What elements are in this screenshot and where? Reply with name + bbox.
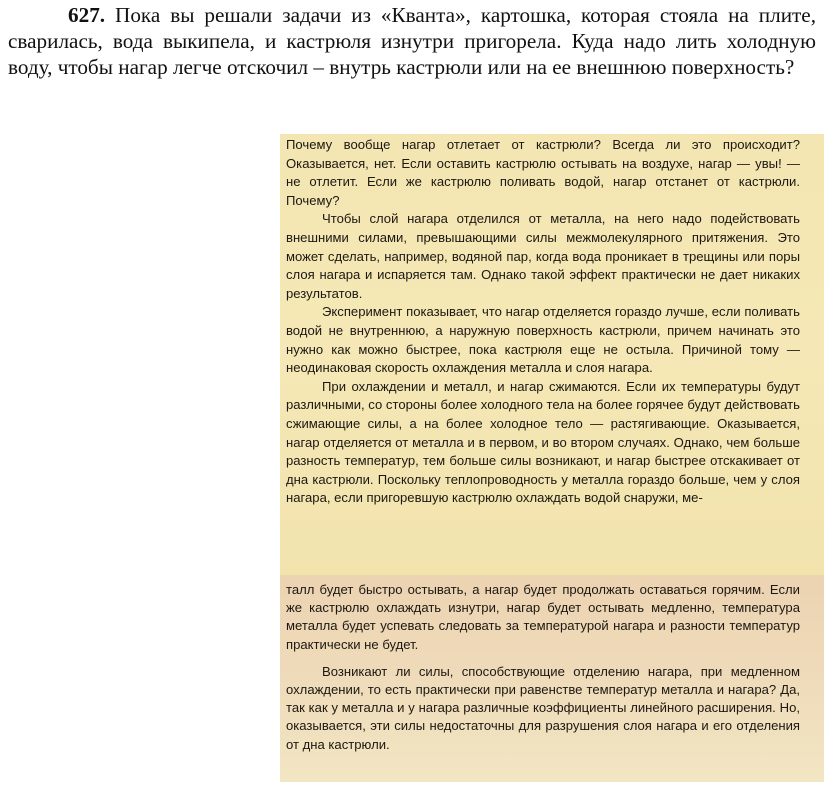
answer-paragraph-1: Почему вообще нагар отлетает от кастрюли? Всегда ли это происходит? Оказывается, нет. Если оставить кастрюлю остывать на воздухе, нагар — увы! — не отлетит. Если же кастрюлю поливать водой, нагар отстанет от кастрюли. Почему? [286, 137, 800, 208]
answer-paragraph-3: Эксперимент показывает, что нагар отделяется гораздо лучше, если поливать водой не внутреннюю, а наружную поверхность кастрюли, причем начинать это нужно как можно быстрее, пока кастрюля еще не остыла. Причиной тому — неодинаковая скорость охлаждения металла и слоя нагара. [286, 304, 800, 376]
answer-column-2 [286, 581, 800, 754]
answer-column-1 [286, 136, 800, 508]
answer-scan-part-1 [280, 134, 824, 575]
answer-paragraph-6: Возникают ли силы, способствующие отделению нагара, при медленном охлаждении, то есть практически при равенстве температур металла и нагара? Да, так как у металла и у нагара различные коэффициенты линейного расширения. Но, оказывается, эти силы недостаточны для разрушения слоя нагара и его отделения от дна кастрюли. [286, 663, 800, 752]
answer-scan [280, 134, 824, 782]
problem-statement [8, 2, 816, 80]
answer-paragraph-5: талл будет быстро остывать, а нагар будет продолжать оставаться горячим. Если же кастрюлю охлаждать изнутри, нагар будет остывать медленно, температура металла будет успевать следовать за температурой нагара и разности температур практически не будет. [286, 582, 800, 652]
answer-paragraph-4: При охлаждении и металл, и нагар сжимаются. Если их температуры будут различными, со стороны более холодного тела на более горячее будут действовать сжимающие силы, а на более холодное тело — растягивающие. Оказывается, нагар отделяется от металла и в первом, и во втором случаях. Однако, чем больше разность температур, тем больше силы возникают, и нагар быстрее отскакивает от дна кастрюли. Поскольку теплопроводность у металла гораздо больше, чем у слоя нагара, если пригоревшую кастрюлю охлаждать водой снаружи, ме- [286, 378, 800, 506]
answer-scan-part-2 [280, 575, 824, 782]
problem-text: Пока вы решали задачи из «Кванта», картошка, которая стояла на плите, сварилась, вода выкипела, и кастрюля изнутри пригорела. Куда надо лить холодную воду, чтобы нагар легче отскочил – внутрь кастрюли или на ее внешнюю поверхность? [8, 3, 816, 79]
problem-number: 627. [68, 3, 106, 27]
answer-paragraph-2: Чтобы слой нагара отделился от металла, на него надо подействовать внешними силами, превышающими силы межмолекулярного притяжения. Это может сделать, например, водяной пар, когда вода проникает в трещины или поры слоя нагара и испаряется там. Однако такой эффект практически не дает никаких результатов. [286, 211, 800, 301]
